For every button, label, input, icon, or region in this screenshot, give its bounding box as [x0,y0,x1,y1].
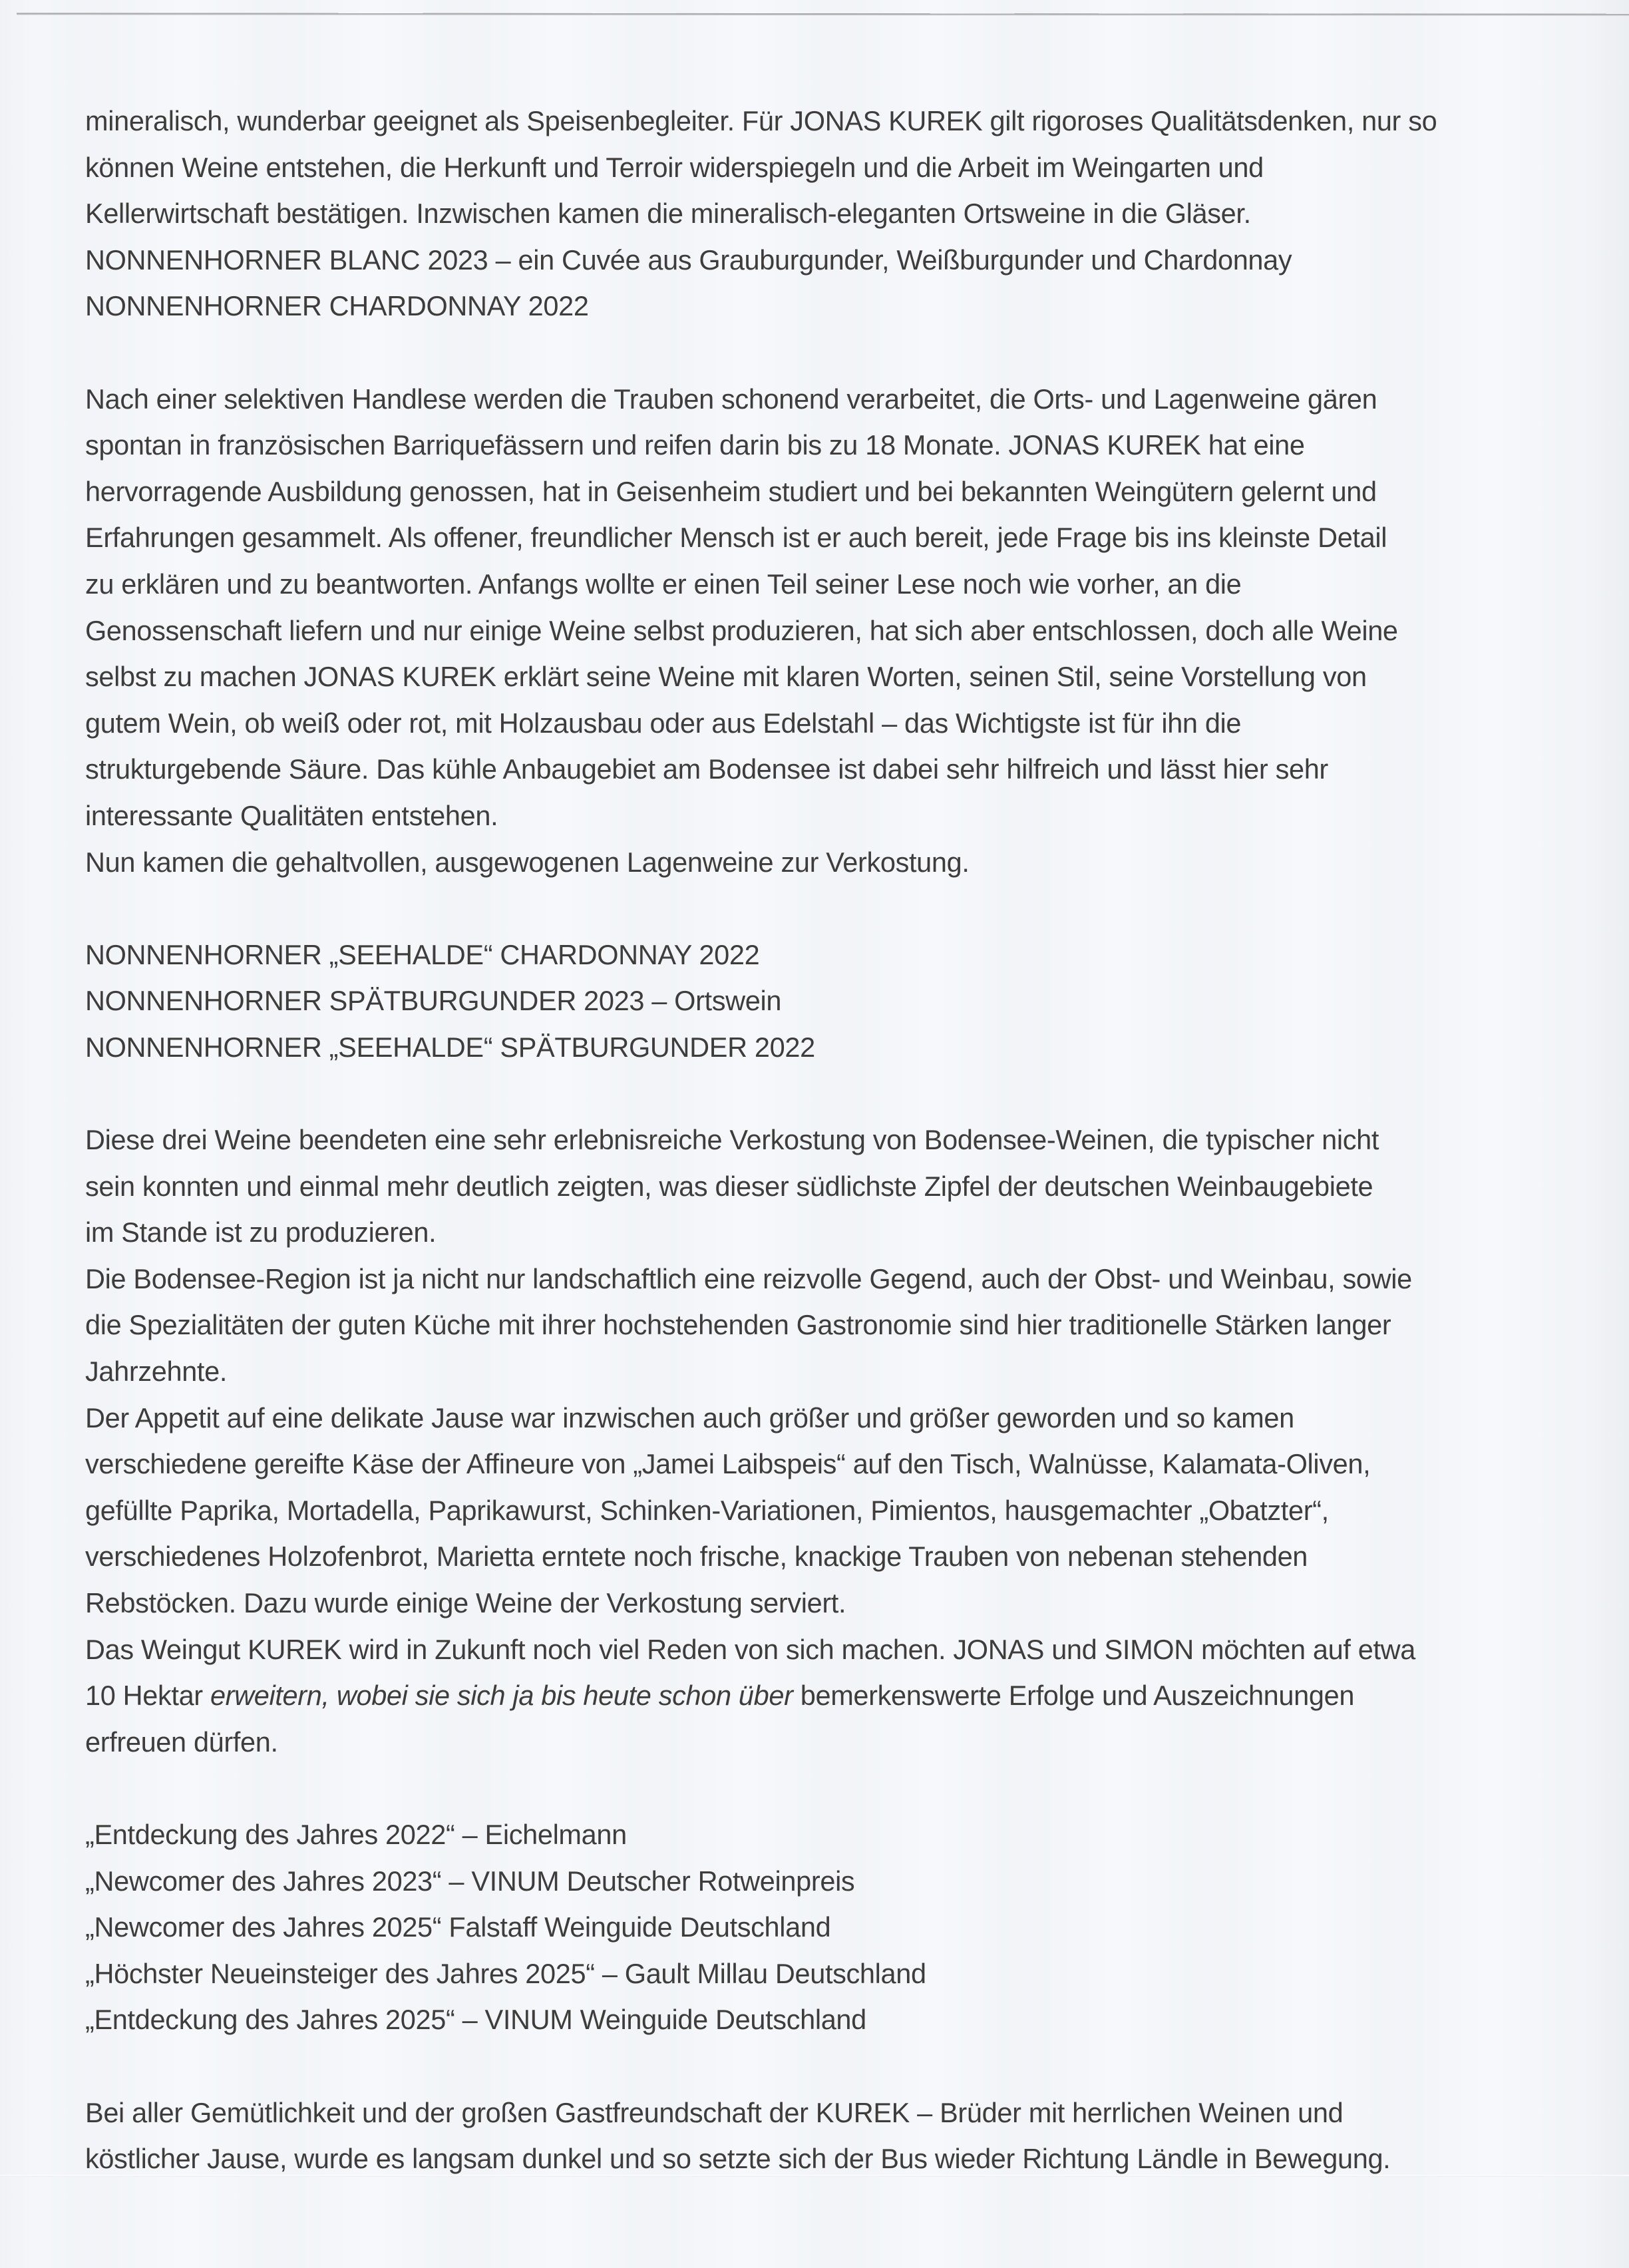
text-line: Die Bodensee-Region ist ja nicht nur landschaftlich eine reizvolle Gegend, auch der Obst- und Weinbau, sowie [85,1262,1412,1294]
paragraph-spacer [85,329,1582,376]
text-line: Diese drei Weine beendeten eine sehr erlebnisreiche Verkostung von Bodensee-Weinen, die typischer nicht [85,1124,1379,1156]
text-line: Bei aller Gemütlichkeit und der großen Gastfreundschaft der KUREK – Brüder mit herrlichen Weinen und [85,2096,1344,2128]
document-page [85,98,1582,2182]
text-line: verschiedene gereifte Käse der Affineure von „Jamei Laibspeis“ auf den Tisch, Walnüsse, Kalamata-Oliven, [85,1448,1371,1480]
wine-entry: NONNENHORNER „SEEHALDE“ SPÄTBURGUNDER 2022 [85,1031,815,1063]
paragraph-spacer [85,2043,1582,2090]
text-line: die Spezialitäten der guten Küche mit ihrer hochstehenden Gastronomie sind hier traditionelle Stärken langer [85,1309,1391,1341]
award-entry: „Höchster Neueinsteiger des Jahres 2025“ – Gault Millau Deutschland [85,1957,926,1989]
text-segment: bemerkenswerte Erfolge und Auszeichnungen [793,1680,1355,1712]
award-entry: „Entdeckung des Jahres 2025“ – VINUM Weinguide Deutschland [85,2004,866,2036]
wine-entry: NONNENHORNER CHARDONNAY 2022 [85,290,589,322]
paragraph-ortsweine [85,98,1582,329]
text-line: Erfahrungen gesammelt. Als offener, freundlicher Mensch ist er auch bereit, jede Frage bis ins kleinste Detail [85,522,1387,554]
wine-list [85,932,1582,1071]
text-line: gefüllte Paprika, Mortadella, Paprikawurst, Schinken-Variationen, Pimientos, hausgemachter „Obatzter“, [85,1494,1329,1526]
text-line: strukturgebende Säure. Das kühle Anbaugebiet am Bodensee ist dabei sehr hilfreich und lässt hier sehr [85,753,1328,785]
text-line: mineralisch, wunderbar geeignet als Speisenbegleiter. Für JONAS KUREK gilt rigoroses Qualitätsdenken, nur so [85,105,1437,136]
text-line: gutem Wein, ob weiß oder rot, mit Holzausbau oder aus Edelstahl – das Wichtigste ist für ihn die [85,707,1242,739]
paragraph-spacer [85,885,1582,932]
text-line: sein konnten und einmal mehr deutlich zeigten, was dieser südlichste Zipfel der deutschen Weinbaugebiete [85,1170,1373,1202]
text-line: verschiedenes Holzofenbrot, Marietta erntete noch frische, knackige Trauben von nebenan stehenden [85,1541,1308,1573]
text-line: Kellerwirtschaft bestätigen. Inzwischen kamen die mineralisch-eleganten Ortsweine in die Gläser. [85,198,1251,230]
text-line: erfreuen dürfen. [85,1726,278,1758]
text-line: Jahrzehnte. [85,1356,228,1388]
paragraph-spacer [85,1765,1582,1811]
text-line: Das Weingut KUREK wird in Zukunft noch viel Reden von sich machen. JONAS und SIMON möchten auf etwa [85,1633,1416,1665]
paragraph-winemaking [85,376,1582,886]
award-entry: „Entdeckung des Jahres 2022“ – Eichelmann [85,1818,627,1850]
paragraph-spacer [85,1070,1582,1117]
text-line: spontan in französischen Barriquefässern und reifen darin bis zu 18 Monate. JONAS KUREK hat eine [85,429,1305,461]
text-line: Genossenschaft liefern und nur einige Weine selbst produzieren, hat sich aber entschlossen, doch alle Weine [85,614,1398,646]
text-segment: 10 Hektar [85,1680,210,1712]
text-line: Nun kamen die gehaltvollen, ausgewogenen Lagenweine zur Verkostung. [85,846,970,878]
wine-entry: NONNENHORNER BLANC 2023 – ein Cuvée aus Grauburgunder, Weißburgunder und Chardonnay [85,244,1292,276]
award-entry: „Newcomer des Jahres 2023“ – VINUM Deutscher Rotweinpreis [85,1865,855,1897]
paragraph-region [85,1117,1582,1765]
text-line: interessante Qualitäten entstehen. [85,799,498,831]
text-line: zu erklären und zu beantworten. Anfangs wollte er einen Teil seiner Lese noch wie vorher, an die [85,568,1242,600]
text-line: köstlicher Jause, wurde es langsam dunkel und so setzte sich der Bus wieder Richtung Ländle in Bewegung. [85,2143,1391,2175]
italic-text-segment: erweitern, wobei sie sich ja bis heute schon über [210,1680,793,1712]
awards-list [85,1811,1582,2043]
text-line: Der Appetit auf eine delikate Jause war inzwischen auch größer und größer geworden und so kamen [85,1402,1294,1433]
paragraph-closing [85,2090,1582,2182]
text-line: Rebstöcken. Dazu wurde einige Weine der Verkostung serviert. [85,1587,846,1618]
text-line: Nach einer selektiven Handlese werden die Trauben schonend verarbeitet, die Orts- und Lagenweine gären [85,383,1377,415]
text-line: können Weine entstehen, die Herkunft und Terroir widerspiegeln und die Arbeit im Weingarten und [85,151,1264,183]
wine-entry: NONNENHORNER „SEEHALDE“ CHARDONNAY 2022 [85,938,760,970]
award-entry: „Newcomer des Jahres 2025“ Falstaff Weinguide Deutschland [85,1911,831,1943]
text-line: im Stande ist zu produzieren. [85,1217,437,1248]
wine-entry: NONNENHORNER SPÄTBURGUNDER 2023 – Ortswein [85,985,782,1017]
text-line: hervorragende Ausbildung genossen, hat in Geisenheim studiert und bei bekannten Weingütern gelernt und [85,475,1377,507]
text-line-mixed [85,1672,1582,1719]
text-line: selbst zu machen JONAS KUREK erklärt seine Weine mit klaren Worten, seinen Stil, seine Vorstellung von [85,661,1367,693]
